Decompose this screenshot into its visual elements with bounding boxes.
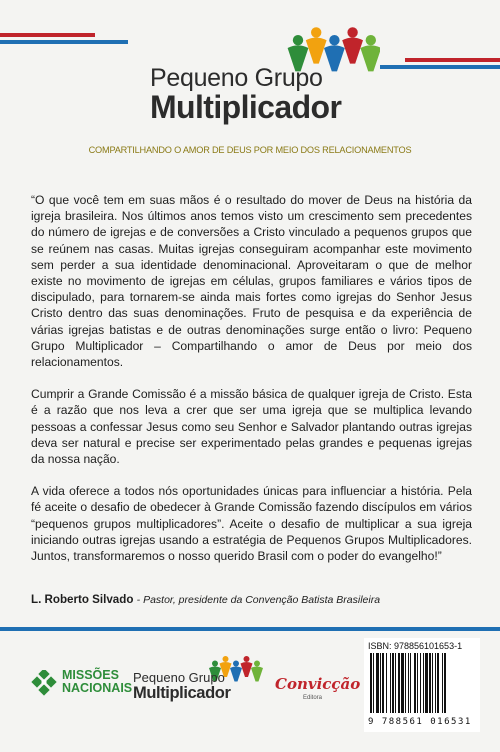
figure-head (293, 35, 303, 45)
figure-head (311, 27, 321, 37)
barcode-digits: 9 788561 016531 (368, 717, 472, 727)
tagline: COMPARTILHANDO O AMOR DE DEUS POR MEIO DOS RELACIONAMENTOS (88, 145, 412, 155)
figure-head (329, 35, 339, 45)
figure-head (244, 656, 250, 662)
paragraph-3: A vida oferece a todos nós oportunidades únicas para influenciar a história. Pela fé aceite o desafio de obedecer à Grande Comissão fazendo discípulos em vários “pequenos grupos multiplicadores”. Aceite o desafio de multiplicar a sua igreja iniciando outras igrejas usando a estratégia de Pequenos Grupos Multiplicadores. Juntos, transformaremos o nosso querido Brasil com o poder do evangelho!” (31, 484, 472, 564)
barcode-bar (425, 653, 428, 713)
barcode-bar (410, 653, 411, 713)
top-right-stripe-red (405, 58, 500, 62)
barcode-bar (398, 653, 400, 713)
logo-line2: Multiplicador (150, 89, 342, 125)
top-left-stripe-red (0, 33, 95, 37)
missoes-nacionais-logo (30, 664, 133, 714)
figure-body (251, 667, 263, 682)
barcode-bar (429, 653, 431, 713)
barcode-bar (432, 653, 433, 713)
figure-head (223, 656, 229, 662)
figure-body (324, 45, 345, 71)
barcode-bar (423, 653, 424, 713)
barcode-icon (368, 653, 476, 715)
barcode-bar (417, 653, 418, 713)
isbn-label: ISBN: 978856101653-1 (368, 641, 463, 651)
small-pequeno-grupo-logo (133, 657, 263, 717)
paragraph-1: “O que você tem em suas mãos é o resultado do mover de Deus na história da igreja brasileira. Nos últimos anos temos visto um crescimento sem precedentes do número de igrejas e de conversões a Cristo vinculado a pequenos grupos que se reúnem nas casas. Muitas igrejas conseguiram acompanhar este movimento sem perder a sua identidade denominacional. Aproveitaram o que de melhor existe no movimento de igrejas em células, grupos familiares e vários tipos de discipulado, para tornarem-se ainda mais fortes como igrejas do Senhor Jesus Cristo dentro das suas denominações. Fruto de pesquisa e da experiência de várias igrejas batistas e de outras denominações surge então o livro: Pequeno Grupo Multiplicador – Compartilhando o amor de Deus por meio dos relacionamentos. (31, 193, 472, 370)
bottom-divider-bar (0, 627, 500, 631)
figure-body (241, 662, 253, 677)
isbn-barcode-box (364, 638, 480, 732)
barcode-bar (435, 653, 436, 713)
barcode-bar (414, 653, 416, 713)
figure-body (342, 38, 363, 64)
figure-head (366, 35, 376, 45)
barcode-bar (405, 653, 406, 713)
figure-head (233, 661, 239, 667)
conviccao-name: Convicção (275, 675, 361, 693)
small-logo-line2: Multiplicador (133, 684, 231, 702)
barcode-bar (386, 653, 387, 713)
missoes-line2: NACIONAIS (62, 681, 133, 695)
figure-body (230, 667, 242, 682)
barcode-bar (373, 653, 374, 713)
conviccao-logo (275, 669, 361, 714)
barcode-bar (401, 653, 404, 713)
top-right-stripe-blue (380, 65, 500, 69)
figure-head (347, 27, 357, 37)
pequeno-grupo-logo (150, 32, 380, 132)
small-logo-line1: Pequeno Grupo (133, 670, 225, 685)
barcode-bar (376, 653, 379, 713)
missoes-text (62, 669, 132, 695)
barcode-bar (395, 653, 396, 713)
figure-head (212, 661, 218, 667)
barcode-bar (408, 653, 409, 713)
top-left-stripe-blue (0, 40, 128, 44)
barcode-bar (420, 653, 421, 713)
missoes-emblem-icon (30, 670, 58, 698)
back-cover-text (31, 192, 472, 580)
barcode-bar (370, 653, 372, 713)
signature-role: - Pastor, presidente da Convenção Batista Brasileira (136, 594, 381, 606)
paragraph-2: Cumprir a Grande Comissão é a missão básica de qualquer igreja de Cristo. Esta é a razão que nos leva a crer que ser uma igreja que se multiplica levando pessoas a confessar Jesus como seu Senhor e Salvador plantando outras igrejas deva ser natural e precise ser experimentado pelas grandes e pequenas igrejas da nossa nação. (31, 387, 472, 467)
barcode-bar (392, 653, 394, 713)
barcode-bar (442, 653, 443, 713)
figure-body (306, 38, 327, 64)
signature-name: L. Roberto Silvado (31, 593, 134, 606)
missoes-line1: MISSÕES (62, 668, 119, 682)
barcode-bar (382, 653, 384, 713)
barcode-bar (444, 653, 446, 713)
figure-body (360, 45, 380, 71)
conviccao-sub: Editora (303, 695, 323, 701)
barcode-bar (380, 653, 381, 713)
figure-head (254, 661, 260, 667)
barcode-bar (390, 653, 391, 713)
signature (31, 593, 380, 606)
barcode-bar (437, 653, 439, 713)
logo-line1: Pequeno Grupo (150, 64, 323, 92)
